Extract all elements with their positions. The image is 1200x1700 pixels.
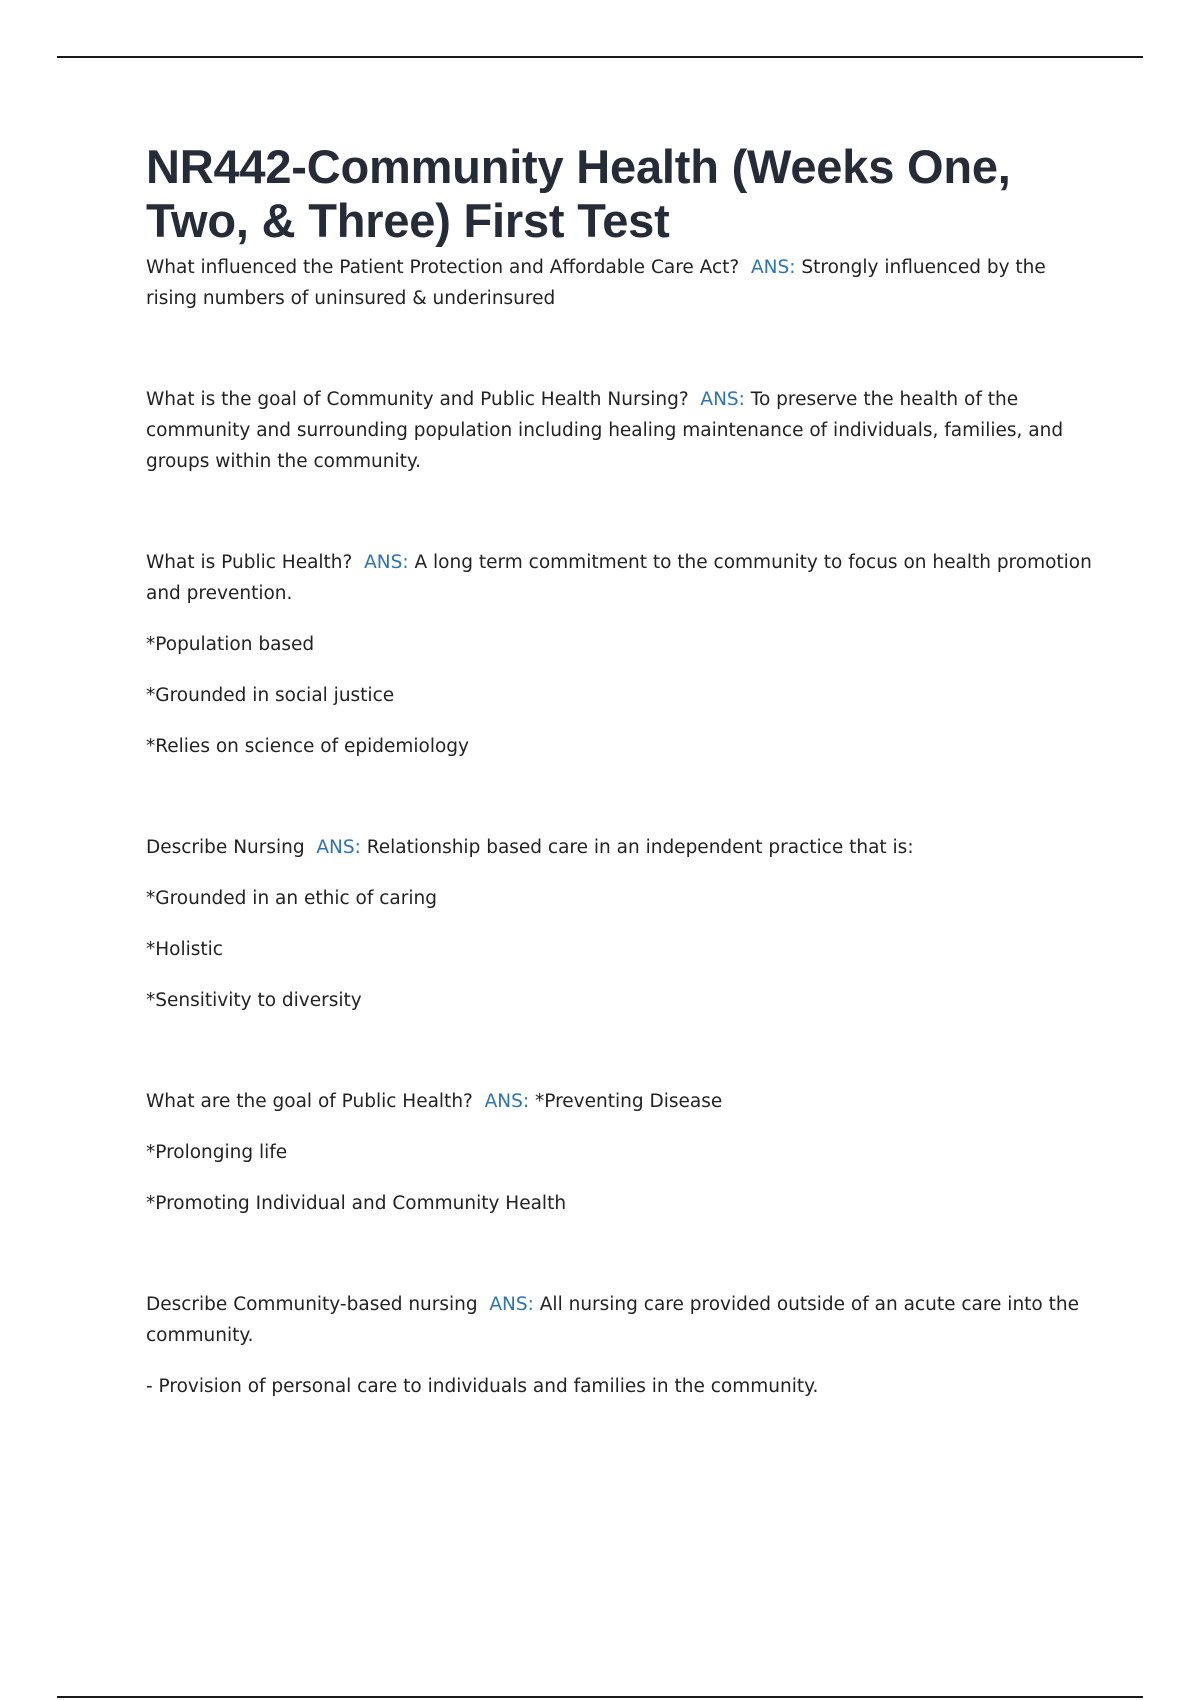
answer-label: ANS:	[316, 837, 361, 858]
question-text: What is Public Health?	[146, 552, 353, 573]
question-text: What is the goal of Community and Public Health Nursing?	[146, 389, 689, 410]
answer-text: A long term commitment to the community to focus on health promotion and prevention.	[146, 552, 1092, 604]
qa-item	[146, 252, 1096, 314]
bullet-line: *Sensitivity to diversity	[146, 990, 362, 1011]
qa-item	[146, 1086, 1096, 1219]
qa-item	[146, 384, 1096, 477]
question-text: Describe Nursing	[146, 837, 305, 858]
answer-label: ANS:	[700, 389, 745, 410]
qa-item	[146, 547, 1096, 762]
question-text: What influenced the Patient Protection and Affordable Care Act?	[146, 257, 740, 278]
qa-line	[146, 1086, 1096, 1117]
question-text: What are the goal of Public Health?	[146, 1091, 473, 1112]
qa-list	[146, 252, 1096, 1402]
bullet-line: *Prolonging life	[146, 1142, 288, 1163]
bullet-line: - Provision of personal care to individuals and families in the community.	[146, 1376, 819, 1397]
answer-text: Relationship based care in an independent practice that is:	[366, 837, 914, 858]
bullet-line: *Grounded in an ethic of caring	[146, 888, 437, 909]
answer-text: Strongly influenced by the rising numbers of uninsured & underinsured	[146, 257, 1046, 309]
qa-line	[146, 384, 1096, 477]
bottom-rule	[57, 1696, 1143, 1698]
answer-label: ANS:	[751, 257, 796, 278]
bullet-line: *Promoting Individual and Community Health	[146, 1193, 567, 1214]
bullet-line: *Holistic	[146, 939, 223, 960]
top-rule	[57, 56, 1143, 58]
bullet-line: *Relies on science of epidemiology	[146, 736, 469, 757]
answer-label: ANS:	[489, 1294, 534, 1315]
document-title: NR442-Community Health (Weeks One, Two, & Three) First Test	[146, 140, 1011, 247]
qa-line	[146, 252, 1096, 314]
answer-text: To preserve the health of the community and surrounding population including healing maintenance of individuals, families, and groups within the community.	[146, 389, 1064, 472]
bullet-line: *Population based	[146, 634, 315, 655]
document-content	[146, 140, 1096, 1402]
qa-item	[146, 1289, 1096, 1402]
bullet-line: *Grounded in social justice	[146, 685, 395, 706]
qa-line	[146, 1289, 1096, 1351]
qa-line	[146, 832, 1096, 863]
answer-text: *Preventing Disease	[535, 1091, 723, 1112]
qa-item	[146, 832, 1096, 1016]
answer-text: All nursing care provided outside of an acute care into the community.	[146, 1294, 1079, 1346]
question-text: Describe Community-based nursing	[146, 1294, 478, 1315]
answer-label: ANS:	[364, 552, 409, 573]
qa-line	[146, 547, 1096, 609]
answer-label: ANS:	[484, 1091, 530, 1112]
